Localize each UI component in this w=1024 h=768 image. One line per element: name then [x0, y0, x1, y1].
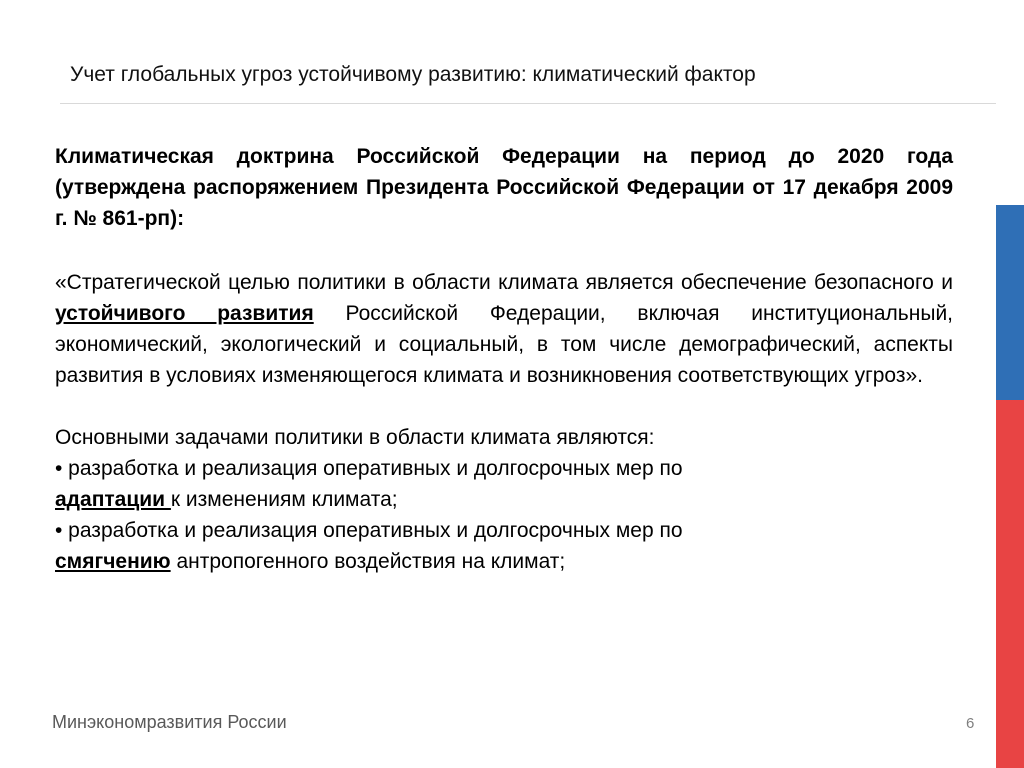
- task-item-mitigation-line2: [55, 546, 953, 577]
- doctrine-heading: Климатическая доктрина Российской Федерации на период до 2020 года (утверждена распоряжением Президента Российской Федерации от 17 декабря 2009 г. № 861-рп):: [55, 145, 953, 230]
- quote-text-end: Российской Федерации, включая институциональный, экономический, экологический и социальный, в том числе демографический, аспекты развития в условиях изменяющегося климата и возникновения соответствующих угроз».: [55, 302, 954, 387]
- flag-stripe-blue: [996, 205, 1024, 400]
- sustainable-development-highlight: устойчивого развития: [55, 302, 314, 325]
- task-item-adaptation-line2: [55, 484, 953, 515]
- tasks-intro: Основными задачами политики в области климата являются:: [55, 426, 655, 449]
- footer-ministry-name: Минэкономразвития России: [52, 712, 287, 732]
- slide-body: [55, 141, 953, 577]
- adaptation-rest: к изменениям климата;: [170, 488, 398, 511]
- policy-tasks: [55, 422, 953, 577]
- flag-stripe-red: [996, 400, 1024, 768]
- mitigation-highlight: смягчению: [55, 550, 171, 573]
- slide-title: Учет глобальных угроз устойчивому развитию: климатический фактор: [70, 63, 756, 86]
- mitigation-rest: антропогенного воздействия на климат;: [170, 550, 566, 573]
- strategic-goal-quote: [55, 267, 953, 391]
- adaptation-highlight: адаптации: [55, 488, 171, 511]
- task-item-mitigation-line1: • разработка и реализация оперативных и долгосрочных мер по: [55, 519, 683, 542]
- page-number: 6: [966, 715, 975, 732]
- quote-text-start: «Стратегической целью политики в области климата является обеспечение безопасного и: [55, 271, 953, 294]
- task-item-adaptation-line1: • разработка и реализация оперативных и долгосрочных мер по: [55, 457, 683, 480]
- title-divider: [60, 103, 996, 104]
- flag-stripe-white: [996, 0, 1024, 205]
